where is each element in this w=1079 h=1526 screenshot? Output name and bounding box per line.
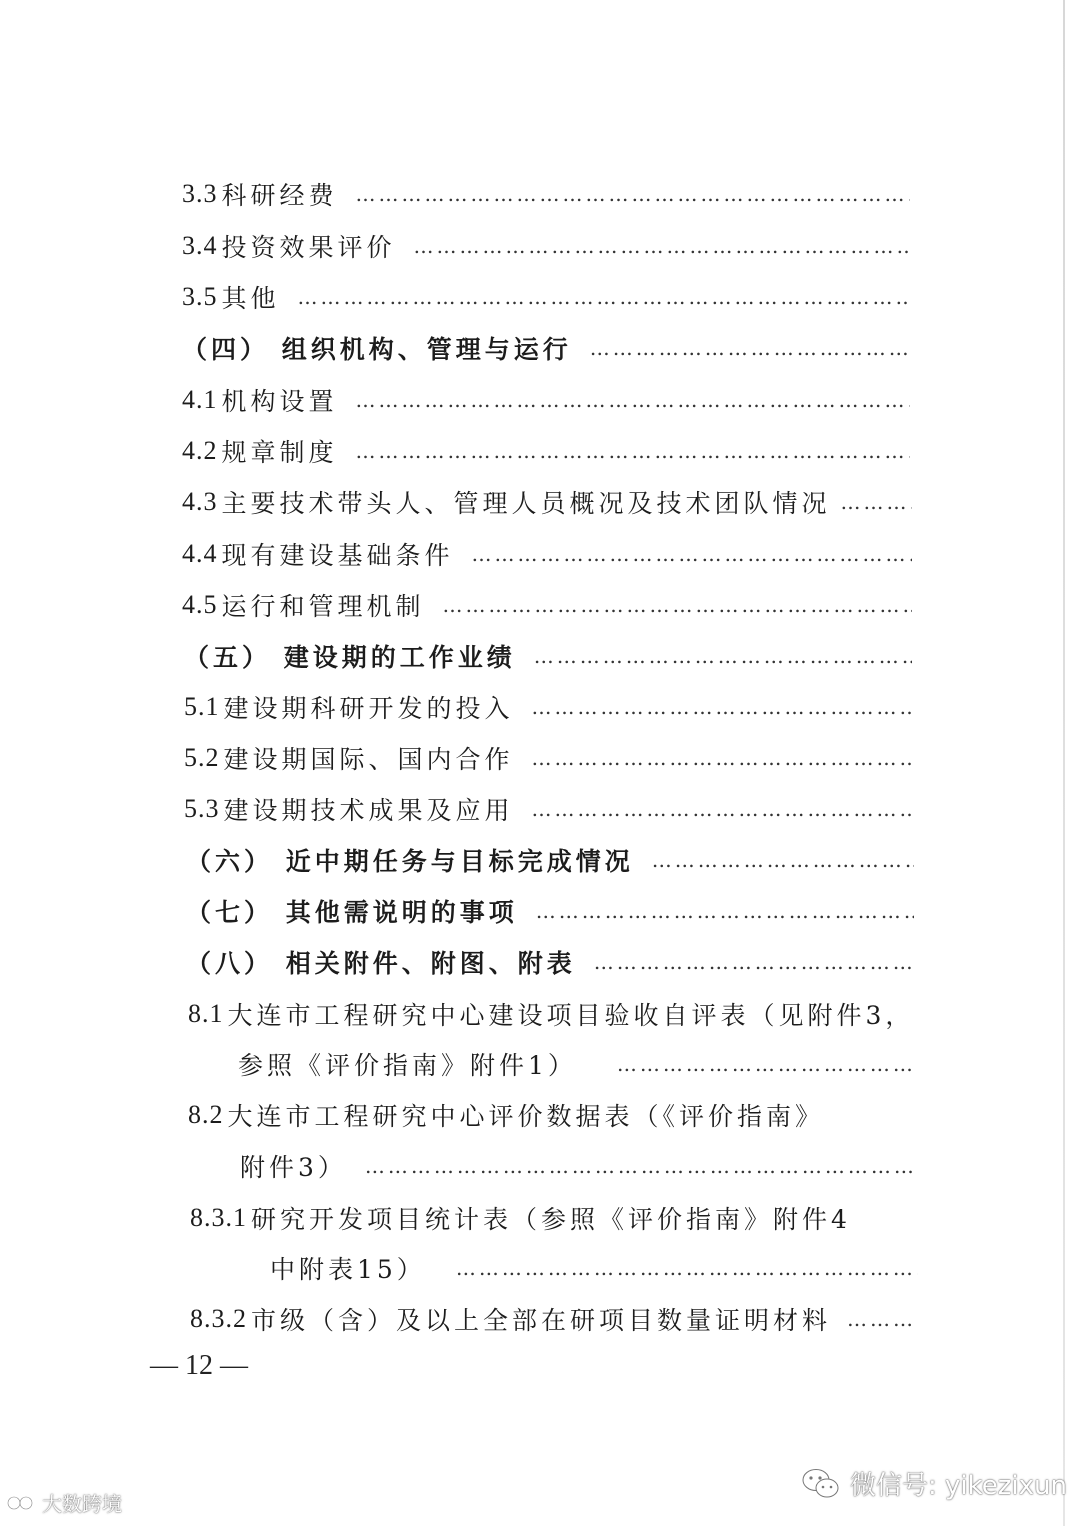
toc-item-5-1 — [184, 687, 912, 727]
toc-item-4-5 — [182, 585, 912, 625]
toc-item-4-3 — [182, 482, 912, 522]
toc-title: 大连市工程研究中心评价数据表（《评价指南》 — [227, 1102, 825, 1131]
dot-leader — [590, 336, 910, 360]
dot-leader — [532, 695, 912, 719]
toc-title: 科研经费 — [221, 181, 338, 210]
toc-number: 5.2 — [184, 743, 220, 772]
toc-title: 大连市工程研究中心建设项目验收自评表（见附件3， — [227, 1001, 915, 1030]
toc-number: 4.1 — [182, 385, 218, 414]
wechat-icon — [800, 1466, 842, 1502]
dot-leader — [298, 285, 910, 309]
dot-leader — [456, 1256, 918, 1280]
watermark-left-text: 大数跨境 — [42, 1492, 122, 1516]
page-number: — 12 — — [150, 1350, 248, 1381]
toc-number: 4.2 — [182, 436, 218, 465]
toc-title: 市级（含）及以上全部在研项目数量证明材料 — [251, 1306, 832, 1335]
toc-section-title: （七） 其他需说明的事项 — [186, 898, 518, 927]
toc-title: 参照《评价指南》附件1） — [238, 1051, 577, 1080]
toc-item-3-5 — [182, 277, 910, 317]
toc-section-title: （八） 相关附件、附图、附表 — [186, 949, 576, 978]
toc-title: 运行和管理机制 — [221, 592, 425, 621]
toc-item-8-2 — [188, 1095, 916, 1135]
toc-section-6 — [186, 840, 914, 880]
dot-leader — [594, 950, 914, 974]
dot-leader — [356, 388, 910, 412]
toc-title: 建设期技术成果及应用 — [223, 796, 514, 825]
toc-title: 附件3） — [240, 1153, 347, 1182]
toc-item-4-2 — [182, 431, 910, 471]
dot-leader — [534, 644, 912, 668]
toc-number: 3.5 — [182, 282, 218, 311]
toc-item-8-3-2 — [190, 1299, 918, 1339]
toc-item-5-2 — [184, 738, 912, 778]
dot-leader — [414, 234, 910, 258]
toc-section-8 — [186, 942, 914, 982]
toc-title: 建设期国际、国内合作 — [223, 745, 514, 774]
dot-leader — [847, 1307, 918, 1331]
toc-item-3-4 — [182, 226, 910, 266]
toc-section-7 — [186, 891, 914, 931]
toc-section-4 — [182, 328, 910, 368]
toc-item-8-3-1 — [190, 1198, 918, 1238]
brand-logo-icon — [6, 1492, 36, 1514]
dot-leader — [443, 593, 912, 617]
toc-number: 3.3 — [182, 179, 218, 208]
toc-number: 4.5 — [182, 590, 218, 619]
dot-leader — [532, 797, 914, 821]
dot-leader — [536, 899, 914, 923]
dot-leader — [472, 542, 912, 566]
dot-leader — [617, 1052, 916, 1076]
dot-leader — [652, 848, 914, 872]
watermark-left — [6, 1488, 122, 1517]
toc-number: 8.3.2 — [190, 1304, 247, 1333]
toc-number: 8.3.1 — [190, 1203, 247, 1232]
toc-title: 建设期科研开发的投入 — [223, 694, 514, 723]
toc-item-4-4 — [182, 534, 912, 574]
toc-item-8-2-cont — [240, 1146, 918, 1186]
toc-number: 8.2 — [188, 1100, 224, 1129]
toc-title: 中附表15） — [270, 1255, 426, 1284]
toc-number: 5.1 — [184, 692, 220, 721]
dot-leader — [532, 746, 912, 770]
toc-item-3-3 — [182, 174, 910, 214]
dot-leader — [356, 439, 910, 463]
toc-number: 4.3 — [182, 487, 218, 516]
watermark-right — [800, 1465, 1067, 1502]
toc-title: 规章制度 — [221, 438, 338, 467]
dot-leader — [365, 1154, 918, 1178]
dot-leader — [356, 182, 910, 206]
toc-item-8-1-cont — [238, 1044, 916, 1084]
toc-item-5-3 — [184, 789, 914, 829]
toc-title: 现有建设基础条件 — [221, 541, 454, 570]
toc-title: 其他 — [221, 284, 280, 313]
toc-number: 4.4 — [182, 539, 218, 568]
toc-number: 5.3 — [184, 794, 220, 823]
toc-title: 主要技术带头人、管理人员概况及技术团队情况 — [221, 489, 831, 518]
toc-title: 研究开发项目统计表（参照《评价指南》附件4 — [251, 1205, 851, 1234]
toc-section-title: （五） 建设期的工作业绩 — [184, 643, 516, 672]
toc-item-4-1 — [182, 380, 910, 420]
toc-title: 投资效果评价 — [221, 233, 396, 262]
toc-title: 机构设置 — [221, 387, 338, 416]
toc-section-title: （六） 近中期任务与目标完成情况 — [186, 847, 634, 876]
page-edge — [1063, 0, 1065, 1526]
dot-leader — [841, 490, 912, 514]
toc-section-5 — [184, 636, 912, 676]
toc-item-8-1 — [188, 994, 916, 1034]
toc-number: 8.1 — [188, 999, 224, 1028]
toc-number: 3.4 — [182, 231, 218, 260]
watermark-right-text: 微信号: yikezixun — [850, 1471, 1067, 1501]
toc-item-8-3-1-cont — [270, 1248, 918, 1288]
toc-section-title: （四） 组织机构、管理与运行 — [182, 335, 572, 364]
